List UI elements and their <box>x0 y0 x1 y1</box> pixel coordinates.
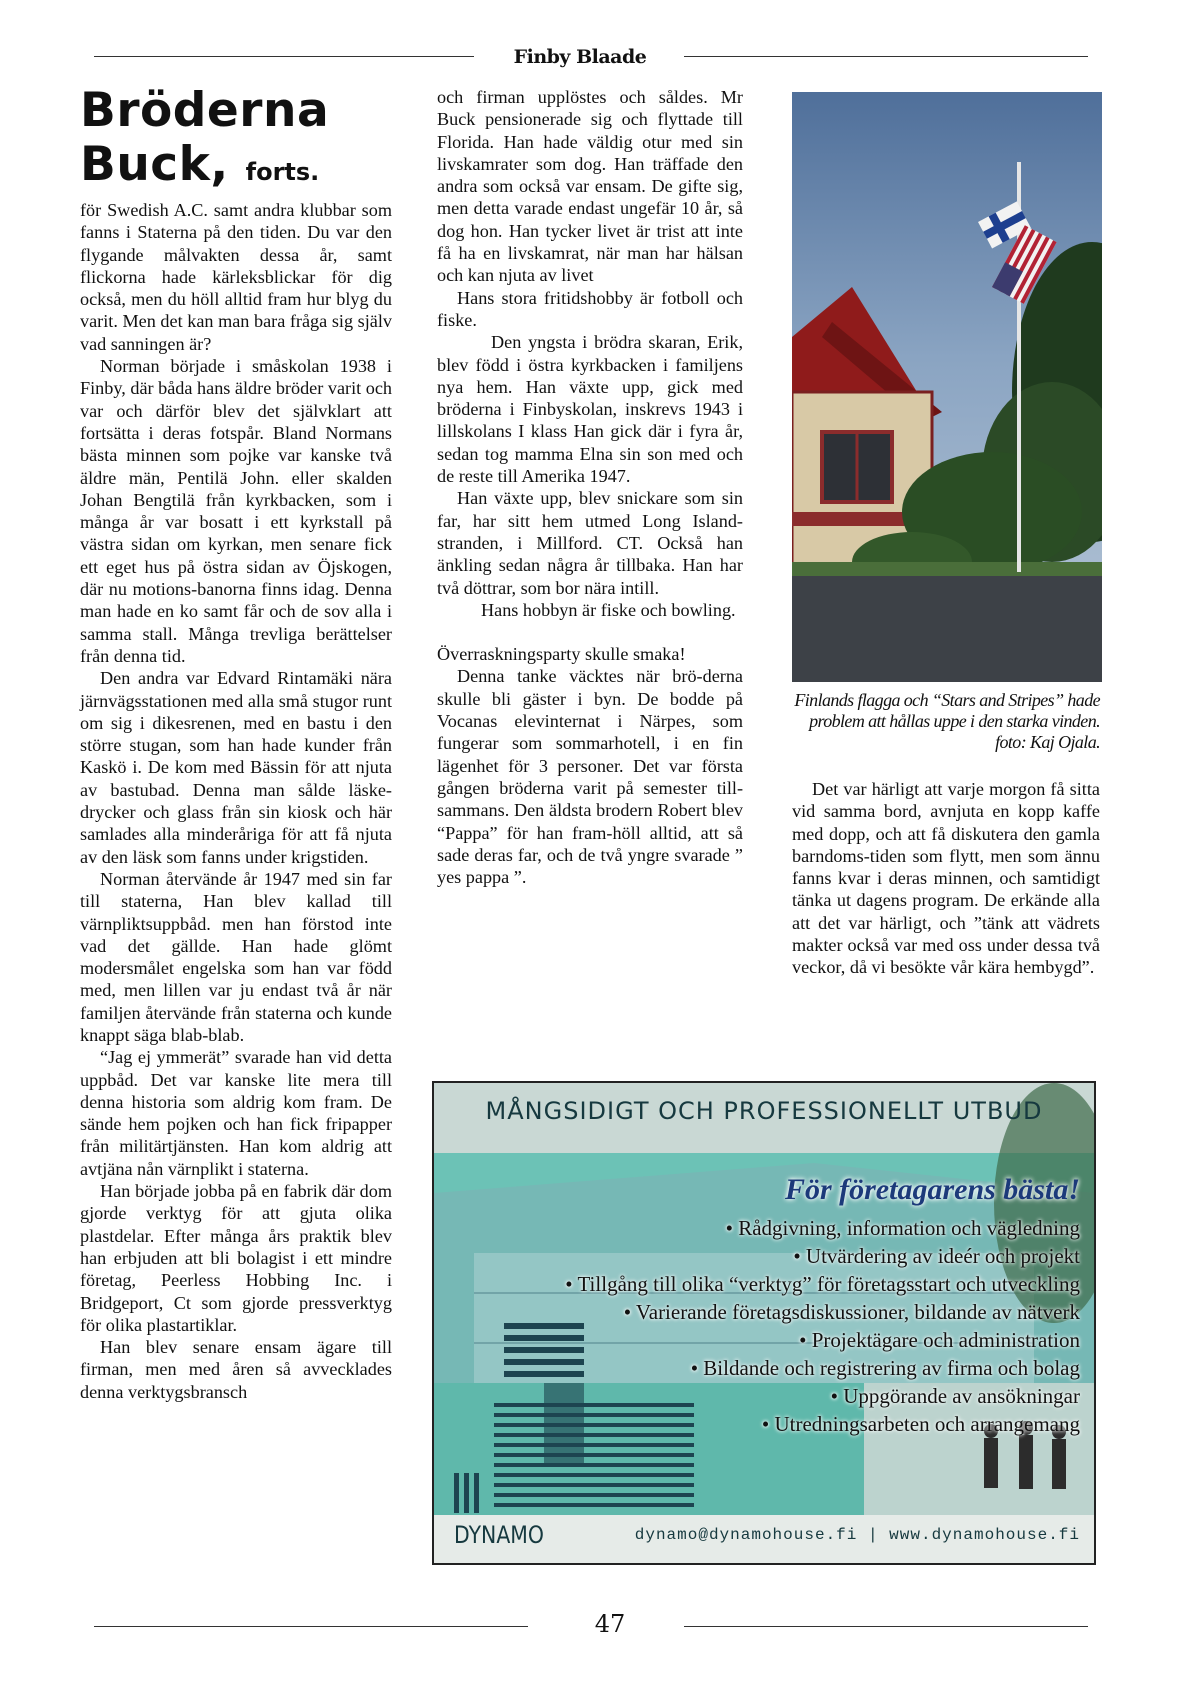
paragraph: Han började jobba på en fabrik där dom gjorde verktyg för att gjuta olika plastdelar. Efter många års praktik blev han erbjuden att bli bolagist i ett mindre företag, Peerless Hobbing Inc. i Bridgeport, Ct som gjorde pressverktyg för olika plastartiklar. <box>80 1181 392 1335</box>
ad-list-item: • Bildande och registrering av firma och bolag <box>690 1356 1080 1380</box>
ad-title: MÅNGSIDIGT OCH PROFESSIONELLT UTBUD <box>485 1097 1043 1125</box>
paragraph: Norman återvände år 1947 med sin far till staterna, Han blev kallad till värnpliktsuppbåd. men han förstod inte vad det gällde. Han hade glömt modersmålet engelska som han var född med, men lillen var ju endast två år när familjen återvände från staterna och kunde knappt säga blab-blab. <box>80 868 392 1045</box>
article-title-line1: Bröderna <box>80 83 330 138</box>
paragraph: Den andra var Edvard Rintamäki nära järnvägsstationen med alla små stugor runt om sig i dikesrenen, med en bastu i den större stugan, som han hade kunder från Kaskö i. De kom med Bässin för att njuta av bastubad. Denna man sålde läske-drycker och glass från sin kiosk och här samlades alla minderåriga för att få njuta av den läsk som fanns under krigstiden. <box>80 668 392 867</box>
dynamo-logo-text: DYNAMO <box>454 1521 544 1549</box>
paragraph: “Jag ej ymmerät” svarade han vid detta uppbåd. Det var kanske lite mera till denna historia som aldrig kom fram. De sände hem pojken och han fick fripapper från militärtjänsten. Han kom aldrig att avtjäna nån värnplikt i staterna. <box>80 1047 392 1179</box>
flag-house-photo <box>792 92 1102 682</box>
footer-rule-left <box>94 1626 528 1627</box>
paragraph: för Swedish A.C. samt andra klubbar som fanns i Staterna på den tiden. Du var den flygande målvakten dessa år, samt flickorna hade kärleksblickar för dig också, men du höll alltid fram hur blyg du varit. Men det kan man bara fråga sig själv vad sanningen är? <box>80 200 392 354</box>
paragraph-gap <box>437 621 743 643</box>
article-title-word: Buck, <box>80 137 229 192</box>
article-title-suffix: forts. <box>245 158 320 186</box>
header-rule-left <box>94 56 474 57</box>
article-title <box>80 84 400 199</box>
ad-list-item: • Projektägare och administration <box>799 1328 1080 1352</box>
paragraph: och firman upplöstes och såldes. Mr Buck pensionerade sig och flyttade till Florida. Han hade väldig otur med sin livskamrater som dog. Han träffade den andra som också var ensam. De gifte sig, men detta varade endast ungefär 10 år, så dog hon. Han tycker livet är trist att inte få ha en livskamrat, när man har hälsan och kan njuta av livet <box>437 87 743 286</box>
article-column-2 <box>437 86 743 888</box>
publication-title: Finby Blaade <box>513 46 647 68</box>
ad-list-item: • Utvärdering av ideér och projekt <box>793 1244 1080 1268</box>
paragraph: Norman började i småskolan 1938 i Finby, där båda hans äldre bröder varit och var och därför blev det självklart att fortsätta i deras fotspår. Bland Normans bästa minnen som pojke var kanske två äldre män, Pentilä John. eller skalden Johan Bengtilä från kyrkbacken, som i många år var bosatt i ett kyrkstall på västra sidan om kyrkan, men senare fick ett eget hus på östra sidan av Öjskogen, där nu motions-banorna finns idag. Denna man hade en ko samt får och de sov alla i samma stall. Många trevliga berättelser från denna tid. <box>80 356 392 666</box>
page-number: 47 <box>594 1610 626 1638</box>
dynamo-advertisement <box>432 1081 1096 1565</box>
article-title-line2 <box>80 138 400 199</box>
paragraph: Den yngsta i brödra skaran, Erik, blev född i östra kyrkbacken i familjens nya hem. Han växte upp, gick med bröderna i Finbyskolan, inskrevs 1943 i lillskolans I klass Han gick där i fyra år, sedan tog mamma Elna sin son med och de reste till Amerika 1947. <box>437 332 743 487</box>
paragraph: Han blev senare ensam ägare till firman, men med åren så avvecklades denna verktygsbransch <box>80 1337 392 1402</box>
photo-caption: Finlands flagga och “Stars and Stripes” hade problem att hållas uppe i den starka vinden. foto: Kaj Ojala. <box>794 690 1100 752</box>
paragraph: Det var härligt att varje morgon få sitta vid samma bord, avnjuta en kopp kaffe med dopp, och att få diskutera den gamla barndoms-tiden som flytt, men som ännu fanns kvar i deras minnen, och samtidigt tänka ut dagens program. De erkände alla att det var härligt, och ”tänk att vädrets makter också var med oss under dessa två veckor, då vi besökte vår kära hembygd”. <box>792 779 1100 978</box>
ad-contact: dynamo@dynamohouse.fi | www.dynamohouse.fi <box>634 1526 1080 1544</box>
article-column-3 <box>792 778 1100 979</box>
footer-rule-right <box>684 1626 1088 1627</box>
ad-list-item: • Tillgång till olika “verktyg” för företagsstart och utveckling <box>565 1272 1080 1296</box>
article-column-1 <box>80 199 392 1403</box>
paragraph: Han växte upp, blev snickare som sin far, har sitt hem utmed Long Island-stranden, i Millford. CT. Också han änkling sedan några år tillbaka. Han har två döttrar, som bor nära intill. <box>437 488 743 598</box>
paragraph: Hans stora fritidshobby är fotboll och fiske. <box>437 287 743 330</box>
ad-list-item: • Utredningsarbeten och arrangemang <box>761 1412 1080 1436</box>
ad-list-item: • Uppgörande av ansökningar <box>830 1384 1080 1408</box>
ad-list-item: • Rådgivning, information och vägledning <box>725 1216 1080 1240</box>
paragraph: Hans hobbyn är fiske och bowling. <box>481 599 736 620</box>
photo-illustration <box>792 92 1102 682</box>
subheading: Överraskningsparty skulle smaka! <box>437 644 686 665</box>
paragraph: Denna tanke väcktes när brö-derna skulle bli gäster i byn. De bodde på Vocanas elevinternat i Närpes, som fungerar som sommarhotell, i en fin lägenhet för 3 personer. Det var första gången bröderna varit på semester till-sammans. Den äldsta brodern Robert blev “Pappa” för han fram-höll alltid, att så sade deras far, och de två yngre svarade ” yes pappa ”. <box>437 666 743 888</box>
header-rule-right <box>684 56 1088 57</box>
ad-subtitle: För företagarens bästa! <box>784 1173 1080 1206</box>
ad-list-item: • Varierande företagsdiskussioner, bildande av nätverk <box>623 1300 1080 1324</box>
